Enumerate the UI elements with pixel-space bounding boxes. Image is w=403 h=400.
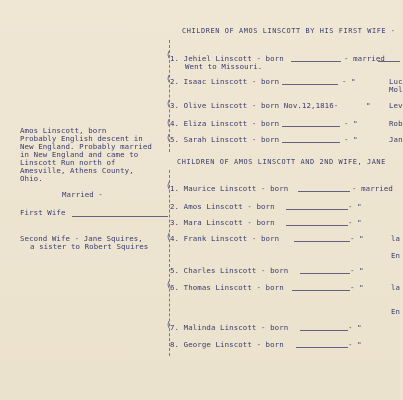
child-married-marker: - ": [348, 340, 362, 349]
spouse-cut-text: En: [391, 307, 401, 316]
child-entry: 4. Frank Linscott - born: [170, 234, 280, 243]
child-entry: 2. Isaac Linscott - born: [170, 77, 280, 86]
amos-bio-line: Amos Linscott, born: [20, 126, 107, 135]
bracket-mark: (: [166, 99, 171, 108]
bracket-mark: (: [166, 181, 171, 190]
child-entry: 4. Eliza Linscott - born: [170, 119, 280, 128]
child-married-marker: - ": [348, 202, 362, 211]
spouse-blank: [378, 61, 400, 62]
child-married-marker: ": [366, 101, 371, 110]
spouse-cut-text: Mol: [389, 85, 403, 94]
birth-date-blank: [286, 209, 348, 210]
spouse-cut-text: Jan: [389, 135, 403, 144]
spouse-cut-text: la: [391, 234, 401, 243]
birth-date-blank: [282, 142, 340, 143]
child-note: Went to Missouri.: [185, 62, 263, 71]
bracket-mark: (: [166, 118, 171, 127]
bracket-mark: (: [166, 133, 171, 142]
amos-bio-line: Linscott Run north of: [20, 158, 116, 167]
child-entry: 6. Thomas Linscott - born: [170, 283, 284, 292]
birth-date-blank: [300, 273, 350, 274]
amos-bio-line: Amesville, Athens County,: [20, 166, 134, 175]
birth-date-blank: [300, 330, 348, 331]
child-entry: 7. Malinda Linscott - born: [170, 323, 289, 332]
first-wife-label: First Wife: [20, 208, 66, 217]
birth-date-blank: [296, 347, 348, 348]
amos-bio-line: Ohio.: [20, 174, 43, 183]
bracket-mark: (: [166, 320, 171, 329]
second-wife-children-heading: CHILDREN OF AMOS LINSCOTT AND 2ND WIFE, JANE: [177, 158, 386, 166]
child-married-marker: - ": [342, 77, 356, 86]
second-wife-line: Second Wife - Jane Squires,: [20, 234, 143, 243]
first-wife-children-heading: CHILDREN OF AMOS LINSCOTT BY HIS FIRST WIFE -: [182, 27, 396, 35]
child-entry: 1. Jehiel Linscott - born: [170, 54, 284, 63]
child-married-marker: - ": [350, 234, 364, 243]
child-married-marker: - ": [350, 266, 364, 275]
child-married-marker: - married: [344, 54, 385, 63]
spouse-cut-text: Luc: [389, 77, 403, 86]
child-married-marker: - ": [350, 283, 364, 292]
child-entry: 5. Sarah Linscott - born: [170, 135, 280, 144]
child-entry: 3. Olive Linscott - born Nov.12,1816-: [170, 101, 339, 110]
spouse-cut-text: la: [391, 283, 401, 292]
child-married-marker: - ": [344, 135, 358, 144]
spouse-cut-text: En: [391, 251, 401, 260]
amos-bio-line: Probably English descent in: [20, 134, 143, 143]
birth-date-blank: [292, 290, 350, 291]
child-married-marker: - ": [348, 323, 362, 332]
spouse-cut-text: Rob: [389, 119, 403, 128]
child-married-marker: - married: [352, 184, 393, 193]
bracket-mark: (: [166, 280, 171, 289]
second-wife-line: a sister to Robert Squires: [30, 242, 149, 251]
child-entry: 5. Charles Linscott - born: [170, 266, 289, 275]
amos-bio-line: New England. Probably married: [20, 142, 152, 151]
child-entry: 8. George Linscott - born: [170, 340, 284, 349]
child-entry: 1. Maurice Linscott - born: [170, 184, 289, 193]
birth-date-blank: [282, 126, 340, 127]
birth-date-blank: [286, 225, 348, 226]
bracket-mark: (: [166, 50, 171, 59]
birth-date-blank: [291, 61, 341, 62]
child-married-marker: - ": [344, 119, 358, 128]
first-wife-blank-line: [72, 216, 168, 217]
child-entry: 2. Amos Linscott - born: [170, 202, 275, 211]
bracket-mark: (: [166, 232, 171, 241]
bracket-mark: (: [166, 74, 171, 83]
birth-date-blank: [298, 191, 350, 192]
birth-date-blank: [282, 84, 338, 85]
spouse-cut-text: Lev: [389, 101, 403, 110]
child-entry: 3. Mara Linscott - born: [170, 218, 275, 227]
amos-bio-line: in New England and came to: [20, 150, 139, 159]
birth-date-blank: [294, 241, 350, 242]
child-married-marker: - ": [348, 218, 362, 227]
married-label: Married -: [62, 190, 103, 199]
